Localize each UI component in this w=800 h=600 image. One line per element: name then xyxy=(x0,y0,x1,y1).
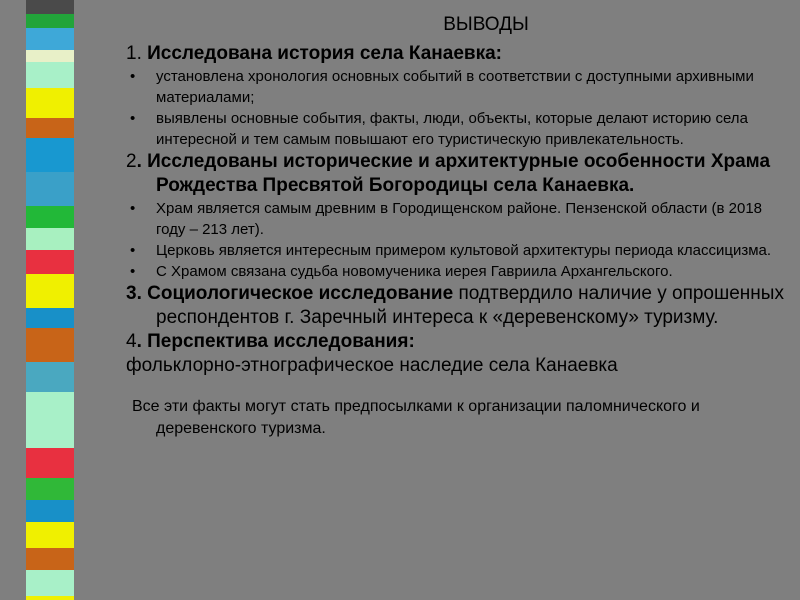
bullet-icon: • xyxy=(130,68,136,85)
decorative-stripe-column xyxy=(26,0,74,600)
stripe-segment xyxy=(26,14,74,28)
section-4-title: . Перспектива исследования: xyxy=(136,331,415,352)
stripe-segment xyxy=(26,250,74,274)
stripe-segment xyxy=(26,596,74,600)
stripe-segment xyxy=(26,478,74,500)
stripe-segment xyxy=(26,328,74,362)
section-3-heading xyxy=(126,282,786,330)
stripe-segment xyxy=(26,422,74,448)
bullet-item: • Церковь является интересным примером культовой архитектуры периода классицизма. xyxy=(130,242,772,259)
section-1-heading xyxy=(126,42,786,66)
bullet-item: • установлена хронология основных событий в соответствии с доступными архивными материалами; xyxy=(130,68,754,106)
section-1-bullets xyxy=(126,66,786,150)
stripe-segment xyxy=(26,228,74,250)
stripe-segment xyxy=(26,362,74,392)
bullet-icon: • xyxy=(130,110,136,127)
section-4-number: 4 xyxy=(126,331,137,352)
stripe-segment xyxy=(26,88,74,118)
bullet-item: • Храм является самым древним в Городищенском районе. Пензенской области (в 2018 году – 213 лет). xyxy=(130,200,763,238)
section-3-title: 3. Социологическое исследование xyxy=(126,283,454,304)
bullet-item: • выявлены основные события, факты, люди, объекты, которые делают историю села интересной и тем самым повышают его туристическую привлекательность. xyxy=(130,110,748,148)
section-1-number: 1. xyxy=(126,43,148,64)
section-2-heading xyxy=(126,150,786,198)
closing-statement: Все эти факты могут стать предпосылками к организации паломнического и деревенского туризма. xyxy=(132,398,700,437)
stripe-segment xyxy=(26,28,74,50)
stripe-segment xyxy=(26,392,74,422)
stripe-segment xyxy=(26,548,74,570)
stripe-segment xyxy=(26,500,74,522)
stripe-segment xyxy=(26,308,74,328)
bullet-icon: • xyxy=(130,242,136,259)
stripe-segment xyxy=(26,0,74,14)
slide-title: ВЫВОДЫ xyxy=(443,14,529,35)
bullet-icon: • xyxy=(130,263,136,280)
stripe-segment xyxy=(26,50,74,62)
stripe-segment xyxy=(26,522,74,548)
section-2-title: . Исследованы исторические и архитектурные особенности Храма Рождества Пресвятой Богородицы села Канаевка. xyxy=(136,151,771,196)
section-1-title: Исследована история села Канаевка: xyxy=(147,43,502,64)
section-4-heading xyxy=(126,330,786,354)
stripe-segment xyxy=(26,274,74,308)
stripe-segment xyxy=(26,448,74,478)
stripe-segment xyxy=(26,570,74,596)
stripe-segment xyxy=(26,62,74,88)
section-2-bullets xyxy=(126,198,786,282)
slide-content xyxy=(126,14,786,440)
section-4-text: фольклорно-этнографическое наследие села Канаевка xyxy=(126,355,618,376)
stripe-segment xyxy=(26,118,74,138)
stripe-segment xyxy=(26,172,74,206)
bullet-item: • С Храмом связана судьба новомученика иерея Гавриила Архангельского. xyxy=(130,263,673,280)
stripe-segment xyxy=(26,206,74,228)
bullet-icon: • xyxy=(130,200,136,217)
stripe-segment xyxy=(26,138,74,172)
section-2-number: 2 xyxy=(126,151,137,172)
section-3-text: подтвердило наличие у опрошенных респондентов г. Заречный интереса к «деревенскому» туризму. xyxy=(156,283,784,328)
